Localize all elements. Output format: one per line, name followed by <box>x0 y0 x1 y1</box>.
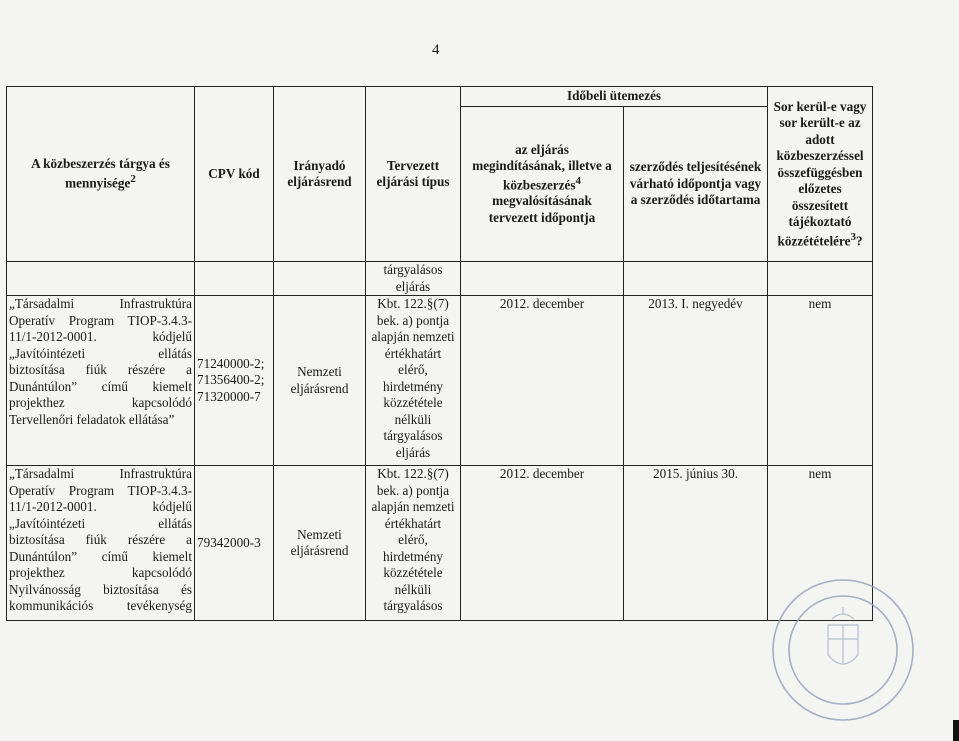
page-number: 4 <box>432 42 440 58</box>
row1-subject: „Társadalmi Infrastruktúra Operatív Program TIOP-3.4.3- 11/1-2012-0001. kódjelű „Javítóintézeti ellátás biztosítása fiúk részére a Dunántúlon” című kiemelt projekthez kapcsolódó Tervellenőri feladatok ellátása” <box>7 296 195 466</box>
official-stamp <box>768 575 918 725</box>
row1-cpv: 71240000-2; 71356400-2; 71320000-7 <box>195 296 274 466</box>
header-timing-group: Időbeli ütemezés <box>461 87 768 107</box>
header-planned-type: Tervezett eljárási típus <box>366 87 461 262</box>
header-start-date: az eljárás megindításának, illetve a közbeszerzés$^4$ megvalósításának tervezett időpontja <box>461 107 624 262</box>
row1-start: 2012. december <box>461 296 624 466</box>
header-procedure: Irányadó eljárásrend <box>274 87 366 262</box>
coat-of-arms-icon <box>828 607 858 664</box>
row1-contract: 2013. I. negyedév <box>624 296 768 466</box>
procurement-plan-table <box>6 86 873 621</box>
row2-procedure: Nemzeti eljárásrend <box>274 466 366 621</box>
header-prior-notice: Sor kerül-e vagy sor került-e az adott közbeszerzéssel összefüggésben előzetes összesített tájékoztató közzétételére$^3$? <box>768 87 873 262</box>
row2-cpv: 79342000-3 <box>195 466 274 621</box>
row2-subject: „Társadalmi Infrastruktúra Operatív Program TIOP-3.4.3- 11/1-2012-0001. kódjelű „Javítóintézeti ellátás biztosítása fiúk részére a Dunántúlon” című kiemelt projekthez kapcsolódó Nyilvánosság biztosítása és kommunikációs tevékenység <box>7 466 195 621</box>
header-contract-date: szerződés teljesítésének várható időpontja vagy a szerződés időtartama <box>624 107 768 262</box>
row1-type: Kbt. 122.§(7) bek. a) pontja alapján nemzeti értékhatárt elérő, hirdetmény közzététele nélküli tárgyalásos eljárás <box>366 296 461 466</box>
row1-prior: nem <box>768 296 873 466</box>
row1-cpv-top <box>195 262 274 296</box>
row1-prior-top <box>768 262 873 296</box>
row2-start: 2012. december <box>461 466 624 621</box>
header-cpv: CPV kód <box>195 87 274 262</box>
row2-prior: nem <box>768 466 873 621</box>
table-row <box>7 466 873 621</box>
table-row <box>7 296 873 466</box>
scan-edge-mark <box>953 720 959 741</box>
row1-procedure: Nemzeti eljárásrend <box>274 296 366 466</box>
row2-type: Kbt. 122.§(7) bek. a) pontja alapján nemzeti értékhatárt elérő, hirdetmény közzététele nélküli tárgyalásos <box>366 466 461 621</box>
row1-type-top: tárgyalásos eljárás <box>366 262 461 296</box>
row1-procedure-top <box>274 262 366 296</box>
row1-start-top <box>461 262 624 296</box>
row1-contract-top <box>624 262 768 296</box>
table-row <box>7 262 873 296</box>
header-subject: A közbeszerzés tárgya és mennyisége$^2$ <box>7 87 195 262</box>
row1-subject-top <box>7 262 195 296</box>
row2-contract: 2015. június 30. <box>624 466 768 621</box>
